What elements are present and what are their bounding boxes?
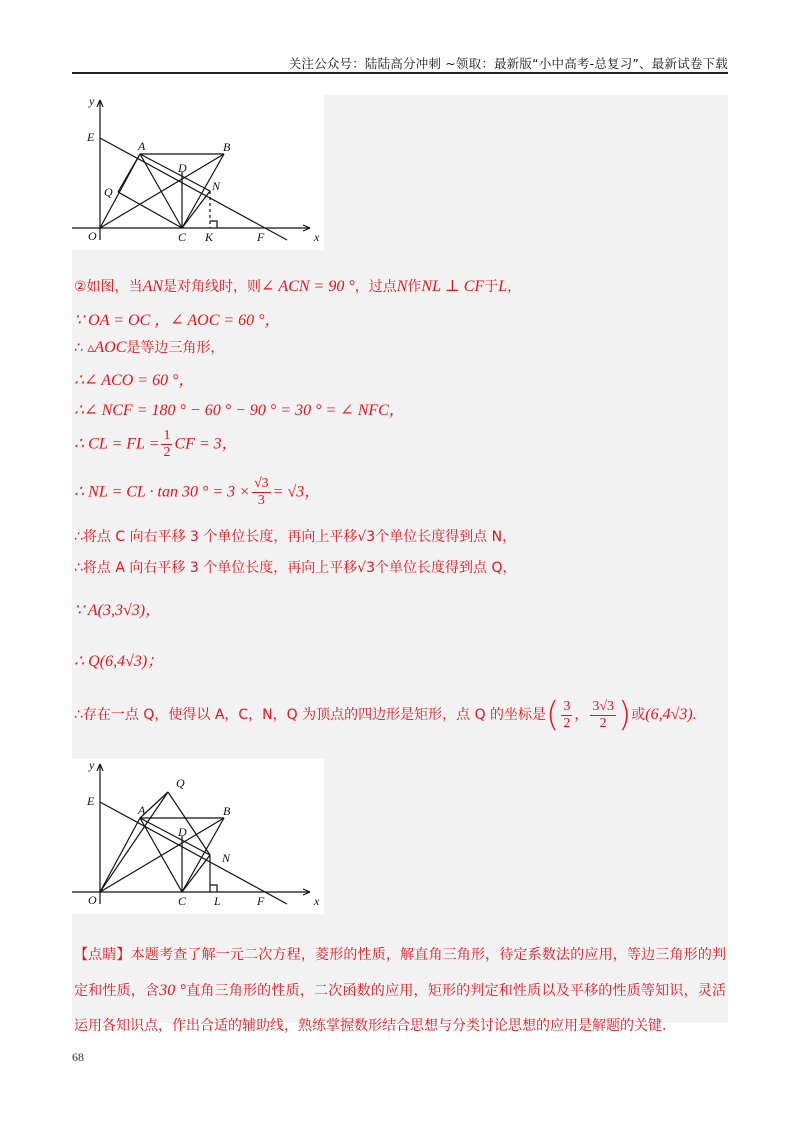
solution-line-8: ∴将点 C 向右平移 3 个单位长度，再向上平移√3个单位长度得到点 N， [74, 529, 517, 545]
solution-line-5: ∴∠ NCF = 180 ° − 60 ° − 90 ° = 30 ° = ∠ NFC， [74, 402, 405, 419]
segment-CN [182, 855, 210, 892]
solution-line-12: ∴存在一点 Q，使得以 A，C，N，Q 为顶点的四边形是矩形，点 Q 的坐标是( $\frac{3}{2}$ ， $\frac{3√3}{2}$ )或(6,4√3). [74, 695, 697, 735]
header-rule [72, 72, 728, 74]
solution-line-6: ∴ CL = FL = $\frac{1}{2}$ CF = 3， [74, 428, 238, 460]
solution-line-7: ∴ NL = CL · tan 30 ° = 3 × $\frac{√3}{3}$ = √3， [74, 476, 321, 508]
label-A: A [138, 139, 146, 153]
label-K: K [205, 230, 214, 244]
label-B: B [223, 140, 231, 154]
label-O: O [88, 229, 97, 243]
label-F: F [257, 230, 265, 244]
label-D: D [178, 825, 187, 839]
fraction-one-half: $\frac{1}{2}$ [163, 428, 171, 460]
label-N: N [212, 179, 221, 193]
fraction-3-over-2: $\frac{3}{2}$ [563, 698, 571, 731]
label-E: E [87, 130, 95, 144]
solution-line-4: ∴∠ ACO = 60 °， [74, 372, 195, 389]
segment-QN [168, 792, 210, 855]
label-A: A [138, 803, 146, 817]
summary-tag: 【点睛】 [74, 947, 131, 963]
page-header: 关注公众号：陆陆高分冲刺 ~领取：最新版“小中高考-总复习”、最新试卷下载 [288, 56, 728, 71]
label-N: N [222, 851, 231, 865]
label-C: C [178, 230, 187, 244]
segment-OA [100, 818, 140, 892]
label-D: D [178, 161, 187, 175]
label-O: O [88, 893, 97, 907]
figure-2 [72, 759, 324, 914]
figure-1 [72, 95, 324, 250]
figure-1-diagram [72, 95, 324, 250]
fraction-3root3-over-2: $\frac{3√3}{2}$ [592, 698, 614, 731]
label-F: F [257, 894, 265, 908]
label-x: x [314, 894, 320, 908]
label-L: L [214, 894, 221, 908]
label-B: B [223, 804, 231, 818]
solution-line-9: ∴将点 A 向右平移 3 个单位长度，再向上平移√3个单位长度得到点 Q， [74, 560, 517, 576]
solution-line-3: ∴ ▵AOC是等边三角形， [74, 339, 225, 356]
summary-paragraph: 【点睛】本题考查了解一元二次方程，菱形的性质，解直角三角形，待定系数法的应用，等边三角形的判定和性质，含30 °直角三角形的性质，二次函数的应用，矩形的判定和性质以及平移的性质等知识，灵活运用各知识点，作出合适的辅助线，熟练掌握数形结合思想与分类讨论思想的应用是解题的关键. [74, 947, 727, 1034]
label-Q: Q [104, 185, 113, 199]
segment-QA [118, 154, 140, 192]
page-number: 68 [72, 1050, 84, 1064]
solution-line-2: ∵ OA = OC ，∠ AOC = 60 °， [74, 312, 281, 329]
solution-line-10: ∵ A(3,3√3)， [74, 602, 162, 619]
label-C: C [178, 894, 187, 908]
fraction-root3-over-3: $\frac{√3}{3}$ [253, 476, 269, 508]
label-y: y [89, 759, 95, 772]
segment-CN [182, 191, 210, 228]
segment-CB [182, 818, 224, 892]
solution-line-11: ∴ Q(6,4√3)； [74, 653, 164, 670]
label-y: y [89, 95, 95, 108]
right-angle-mark [210, 221, 217, 228]
right-angle-mark [210, 885, 217, 892]
label-Q: Q [176, 776, 185, 790]
label-x: x [314, 230, 320, 244]
figure-2-diagram [72, 759, 324, 914]
label-E: E [87, 794, 95, 808]
line-EF [100, 138, 287, 240]
solution-line-1: ②如图，当AN是对角线时，则∠ ACN = 90 °，过点N作NL ⊥ CF于L， [74, 278, 522, 295]
line-EF [100, 802, 287, 904]
